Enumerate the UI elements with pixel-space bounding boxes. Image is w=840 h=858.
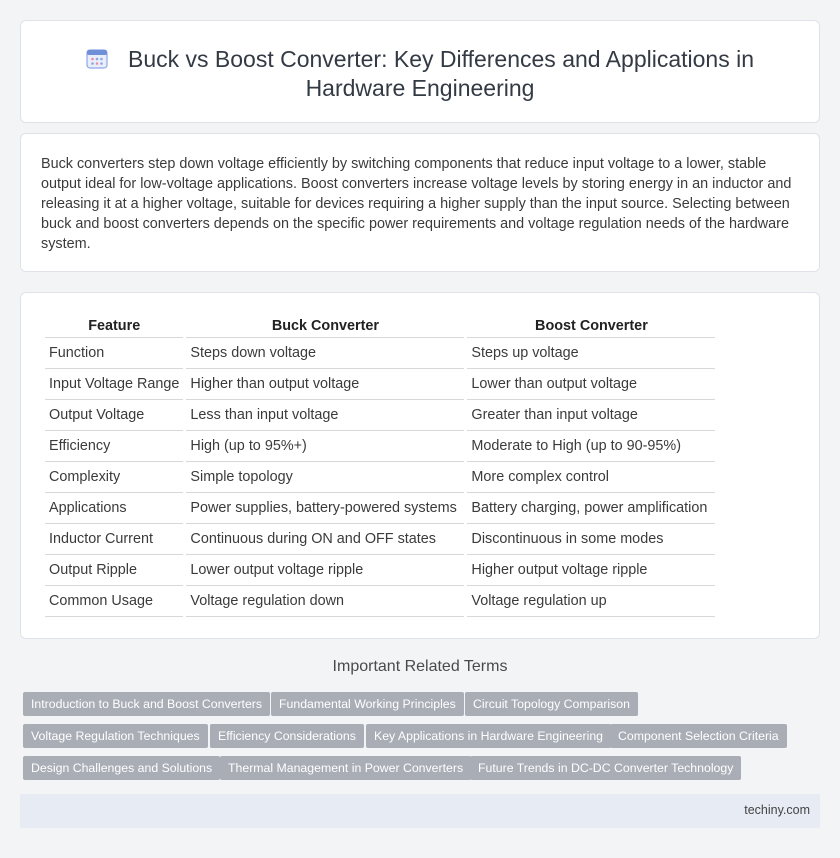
cell-boost: Moderate to High (up to 90-95%) [467,431,715,462]
table-row [45,400,715,431]
related-term-tag[interactable]: Design Challenges and Solutions [23,756,220,780]
cell-buck: Simple topology [186,462,464,493]
table-row [45,431,715,462]
related-term-tag[interactable]: Thermal Management in Power Converters [220,756,471,780]
comparison-table [42,315,718,617]
cell-buck: Less than input voltage [186,400,464,431]
related-term-tag[interactable]: Key Applications in Hardware Engineering [366,724,611,748]
site-name[interactable]: techiny.com [744,803,810,817]
cell-feature: Input Voltage Range [45,369,183,400]
related-term-tag[interactable]: Efficiency Considerations [210,724,364,748]
table-row [45,338,715,369]
cell-buck: Power supplies, battery-powered systems [186,493,464,524]
intro-card [20,133,820,272]
cell-feature: Efficiency [45,431,183,462]
table-row [45,493,715,524]
table-row [45,369,715,400]
related-term-tag[interactable]: Circuit Topology Comparison [465,692,638,716]
cell-boost: Battery charging, power amplification [467,493,715,524]
cell-feature: Inductor Current [45,524,183,555]
cell-feature: Applications [45,493,183,524]
table-row [45,555,715,586]
related-terms-heading: Important Related Terms [332,658,508,675]
table-row [45,524,715,555]
cell-buck: Voltage regulation down [186,586,464,617]
page-title-wrap [21,45,819,103]
header-boost: Boost Converter [467,315,715,338]
header-feature: Feature [45,315,183,338]
cell-boost: Greater than input voltage [467,400,715,431]
related-term-tag[interactable]: Future Trends in DC-DC Converter Technology [470,756,741,780]
cell-feature: Output Voltage [45,400,183,431]
cell-boost: Discontinuous in some modes [467,524,715,555]
related-term-tag[interactable]: Component Selection Criteria [610,724,787,748]
cell-buck: Continuous during ON and OFF states [186,524,464,555]
cell-feature: Complexity [45,462,183,493]
table-header-row [45,315,715,338]
intro-paragraph: Buck converters step down voltage efficiently by switching components that reduce input voltage to a lower, stable output ideal for low-voltage applications. Boost converters increase voltage levels by storing energy in an inductor and releasing it at a higher voltage, suitable for devices requiring a higher supply than the input source. Selecting between buck and boost converters depends on the specific power requirements and voltage regulation needs of the hardware system. [41,156,792,252]
page-title: Buck vs Boost Converter: Key Differences and Applications in Hardware Engineering [127,46,754,101]
comparison-card [20,292,820,639]
cell-boost: Voltage regulation up [467,586,715,617]
calendar-icon [86,47,108,69]
related-term-tag[interactable]: Introduction to Buck and Boost Converters [23,692,270,716]
cell-boost: More complex control [467,462,715,493]
related-term-tag[interactable]: Fundamental Working Principles [271,692,464,716]
table-row [45,462,715,493]
cell-boost: Higher output voltage ripple [467,555,715,586]
cell-boost: Lower than output voltage [467,369,715,400]
header-buck: Buck Converter [186,315,464,338]
cell-buck: Steps down voltage [186,338,464,369]
cell-buck: High (up to 95%+) [186,431,464,462]
cell-feature: Common Usage [45,586,183,617]
title-card [20,20,820,123]
cell-buck: Lower output voltage ripple [186,555,464,586]
cell-boost: Steps up voltage [467,338,715,369]
cell-feature: Output Ripple [45,555,183,586]
table-row [45,586,715,617]
cell-feature: Function [45,338,183,369]
cell-buck: Higher than output voltage [186,369,464,400]
footer-bar [20,794,820,828]
related-term-tag[interactable]: Voltage Regulation Techniques [23,724,208,748]
